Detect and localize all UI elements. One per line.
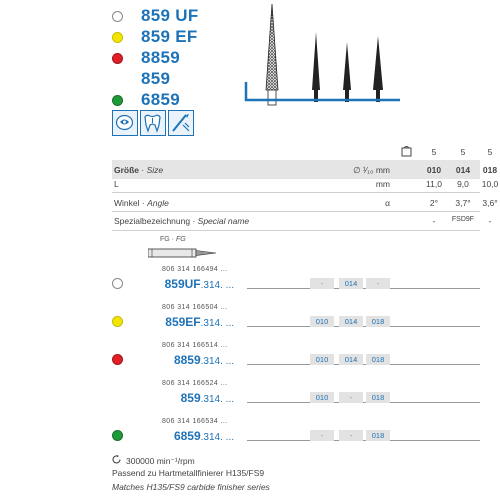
scaler-icon [168, 110, 194, 136]
yellow-dot [112, 32, 123, 43]
green-dot [112, 95, 123, 106]
rotation-icon [112, 455, 122, 466]
small-bur-icon-2 [343, 42, 351, 102]
shank-label: FG · FG [160, 236, 186, 243]
special-cell: FSD9F [451, 216, 475, 223]
length-row [112, 174, 499, 193]
order-cell: 014 [339, 278, 363, 289]
order-cell: 018 [366, 392, 390, 403]
order-number: 806 314 166524 ... [162, 380, 228, 387]
pack-row [112, 142, 493, 161]
small-bur-icon-3 [373, 36, 383, 102]
order-code: 8859.314. ... [173, 353, 234, 367]
order-number: 806 314 166534 ... [162, 418, 228, 425]
size-cell: 014 [455, 165, 471, 175]
order-number: 806 314 166514 ... [162, 342, 228, 349]
divider [112, 230, 480, 231]
special-cell: - [432, 216, 436, 226]
pack-cell: 5 [487, 147, 493, 157]
length-cell: 11,0 [426, 179, 442, 189]
order-row-859ef [112, 304, 480, 334]
molar-icon [140, 110, 166, 136]
pack-cell: 5 [460, 147, 466, 157]
divider [247, 402, 480, 403]
special-name-label: Spezialbezeichnung · Special name [114, 216, 250, 226]
variant-859 [112, 69, 170, 89]
order-row-6859 [112, 418, 480, 448]
compatibility-en: Matches H135/FS9 carbide finisher series [112, 482, 270, 492]
angle-cell: 2° [429, 198, 439, 208]
variant-8859 [112, 48, 180, 68]
divider [247, 364, 480, 365]
order-cell: 018 [366, 430, 390, 441]
order-number: 806 314 166504 ... [162, 304, 228, 311]
order-cell: 010 [310, 392, 334, 403]
order-cell: 010 [310, 316, 334, 327]
order-code: 6859.314. ... [173, 429, 234, 443]
order-code: 859EF.314. ... [165, 315, 234, 329]
order-row-859uf [112, 266, 480, 296]
size-label: Größe · Size [114, 165, 164, 175]
length-unit: mm [375, 179, 390, 189]
divider [247, 326, 480, 327]
rpm-note: 300000 min⁻¹/rpm [112, 455, 195, 467]
large-bur-icon [266, 4, 278, 105]
order-cell: 014 [339, 316, 363, 327]
variant-859ef [112, 27, 198, 47]
blank-dot [112, 74, 123, 85]
special-name-row [112, 211, 492, 230]
pack-icon [401, 145, 413, 159]
angle-cell: 3,6° [482, 198, 498, 208]
angle-row [112, 193, 498, 212]
angle-label: Winkel · Angle [114, 198, 169, 208]
length-label: L [114, 179, 119, 189]
order-number: 806 314 166494 ... [162, 266, 228, 273]
order-row-859 [112, 380, 480, 410]
divider [247, 288, 480, 289]
length-cell: 10,0 [481, 179, 499, 189]
order-row-8859 [112, 342, 480, 372]
special-cell: - [488, 216, 492, 226]
order-cell: - [310, 430, 334, 441]
angle-cell: 3,7° [455, 198, 471, 208]
size-unit: ∅ ¹⁄₁₀ mm [353, 165, 390, 175]
length-cell: 9,0 [457, 179, 469, 189]
variant-label: 859 EF [141, 27, 198, 46]
order-cell: - [339, 392, 363, 403]
order-cell: 018 [366, 316, 390, 327]
variant-label: 859 [141, 69, 171, 88]
order-cell: - [339, 430, 363, 441]
order-code: 859UF.314. ... [164, 277, 234, 291]
red-dot [112, 53, 123, 64]
small-bur-icon-1 [312, 32, 320, 102]
order-code: 859.314. ... [180, 391, 234, 405]
variant-label: 6859 [141, 90, 181, 109]
variant-label: 8859 [141, 48, 181, 67]
order-cell: 018 [366, 354, 390, 365]
variant-label: 859 UF [141, 6, 199, 25]
pack-cell: 5 [431, 147, 437, 157]
angle-unit: α [385, 198, 390, 208]
order-cell: - [310, 278, 334, 289]
order-cell: - [366, 278, 390, 289]
variant-6859 [112, 90, 180, 110]
size-cell: 010 [426, 165, 442, 175]
fg-shank-icon [148, 246, 218, 260]
divider [247, 440, 480, 441]
compatibility-de: Passend zu Hartmetallfinierer H135/FS9 [112, 468, 265, 478]
bur-drawings [232, 2, 402, 107]
variant-859uf [112, 6, 199, 26]
crown-prep-icon [112, 110, 138, 136]
size-cell: 018 [482, 165, 498, 175]
white-dot [112, 11, 123, 22]
order-cell: 010 [310, 354, 334, 365]
order-cell: 014 [339, 354, 363, 365]
